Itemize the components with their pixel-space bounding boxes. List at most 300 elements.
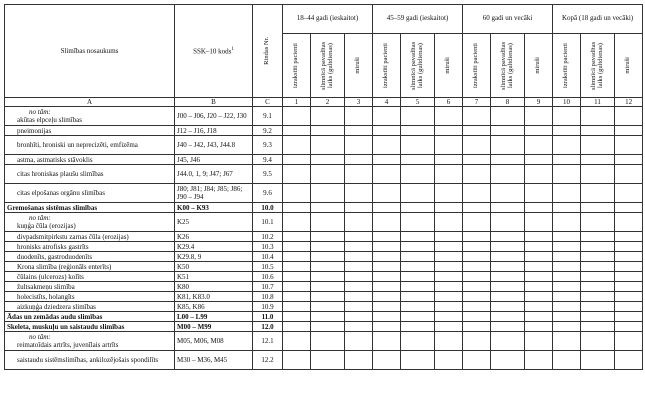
- data-entry-cell[interactable]: [525, 292, 553, 302]
- data-entry-cell[interactable]: [435, 184, 463, 203]
- data-entry-cell[interactable]: [283, 136, 311, 155]
- data-entry-cell[interactable]: [463, 184, 491, 203]
- data-entry-cell[interactable]: [491, 292, 525, 302]
- data-entry-cell[interactable]: [435, 351, 463, 370]
- data-entry-cell[interactable]: [581, 322, 615, 332]
- data-entry-cell[interactable]: [463, 242, 491, 252]
- data-entry-cell[interactable]: [435, 262, 463, 272]
- data-entry-cell[interactable]: [345, 213, 373, 232]
- data-entry-cell[interactable]: [283, 203, 311, 213]
- data-entry-cell[interactable]: [283, 302, 311, 312]
- data-entry-cell[interactable]: [491, 107, 525, 126]
- data-entry-cell[interactable]: [525, 136, 553, 155]
- disease-name: hronisks atrofisks gastrīts: [17, 242, 89, 251]
- data-entry-cell[interactable]: [435, 126, 463, 136]
- data-entry-cell[interactable]: [615, 332, 643, 351]
- data-entry-cell[interactable]: [435, 232, 463, 242]
- data-entry-cell[interactable]: [553, 322, 581, 332]
- data-entry-cell[interactable]: [615, 262, 643, 272]
- disease-name: reimatoīdais artrīts, juvenīlais artrīts: [17, 341, 119, 350]
- data-entry-cell[interactable]: [373, 136, 401, 155]
- data-entry-cell[interactable]: [345, 126, 373, 136]
- data-entry-cell[interactable]: [581, 302, 615, 312]
- data-entry-cell[interactable]: [581, 282, 615, 292]
- data-entry-cell[interactable]: [525, 165, 553, 184]
- data-entry-cell[interactable]: [311, 322, 345, 332]
- data-entry-cell[interactable]: [525, 184, 553, 203]
- table-row: [5, 282, 643, 292]
- data-entry-cell[interactable]: [345, 242, 373, 252]
- row-number-cell: 10.2: [253, 232, 283, 242]
- table-row: [5, 155, 643, 165]
- data-entry-cell[interactable]: [373, 332, 401, 351]
- data-entry-cell[interactable]: [311, 332, 345, 351]
- data-entry-cell[interactable]: [463, 332, 491, 351]
- data-entry-cell[interactable]: [311, 312, 345, 322]
- data-entry-cell[interactable]: [345, 136, 373, 155]
- data-entry-cell[interactable]: [525, 107, 553, 126]
- data-entry-cell[interactable]: [491, 252, 525, 262]
- group-header-60-plus: 60 gadi un vecāki: [463, 5, 553, 34]
- data-entry-cell[interactable]: [311, 242, 345, 252]
- data-entry-cell[interactable]: [283, 351, 311, 370]
- data-entry-cell[interactable]: [435, 165, 463, 184]
- data-entry-cell[interactable]: [283, 322, 311, 332]
- data-entry-cell[interactable]: [463, 262, 491, 272]
- column-letter: B: [175, 98, 253, 107]
- data-entry-cell[interactable]: [581, 203, 615, 213]
- data-entry-cell[interactable]: [283, 165, 311, 184]
- data-entry-cell[interactable]: [581, 252, 615, 262]
- data-entry-cell[interactable]: [463, 232, 491, 242]
- data-entry-cell[interactable]: [435, 155, 463, 165]
- disease-name: pneimonijas: [17, 126, 52, 135]
- row-number-cell: 9.5: [253, 165, 283, 184]
- data-entry-cell[interactable]: [553, 351, 581, 370]
- data-entry-cell[interactable]: [345, 272, 373, 282]
- data-entry-cell[interactable]: [581, 184, 615, 203]
- data-entry-cell[interactable]: [581, 155, 615, 165]
- data-entry-cell[interactable]: [525, 262, 553, 272]
- data-entry-cell[interactable]: [373, 213, 401, 232]
- data-entry-cell[interactable]: [553, 302, 581, 312]
- data-entry-cell[interactable]: [615, 322, 643, 332]
- data-entry-cell[interactable]: [311, 262, 345, 272]
- row-number-cell: 10.9: [253, 302, 283, 312]
- data-entry-cell[interactable]: [435, 302, 463, 312]
- data-entry-cell[interactable]: [553, 272, 581, 282]
- data-entry-cell[interactable]: [283, 282, 311, 292]
- disease-name-cell: [5, 332, 175, 351]
- data-entry-cell[interactable]: [553, 126, 581, 136]
- data-entry-cell[interactable]: [615, 184, 643, 203]
- icd-code-cell: M05, M06, M08: [175, 332, 253, 351]
- data-entry-cell[interactable]: [463, 252, 491, 262]
- data-entry-cell[interactable]: [463, 165, 491, 184]
- data-entry-cell[interactable]: [373, 282, 401, 292]
- data-entry-cell[interactable]: [283, 155, 311, 165]
- data-entry-cell[interactable]: [581, 136, 615, 155]
- data-entry-cell[interactable]: [491, 242, 525, 252]
- data-entry-cell[interactable]: [311, 184, 345, 203]
- data-entry-cell[interactable]: [283, 312, 311, 322]
- row-number-cell: 9.1: [253, 107, 283, 126]
- data-entry-cell[interactable]: [283, 272, 311, 282]
- data-entry-cell[interactable]: [491, 126, 525, 136]
- statistics-form: [4, 4, 643, 370]
- data-entry-cell[interactable]: [525, 272, 553, 282]
- data-entry-cell[interactable]: [401, 126, 435, 136]
- column-number: 2: [311, 98, 345, 107]
- data-entry-cell[interactable]: [311, 302, 345, 312]
- data-entry-cell[interactable]: [581, 165, 615, 184]
- data-entry-cell[interactable]: [345, 107, 373, 126]
- data-entry-cell[interactable]: [401, 252, 435, 262]
- data-entry-cell[interactable]: [401, 302, 435, 312]
- row-number-cell: 9.6: [253, 184, 283, 203]
- data-entry-cell[interactable]: [553, 232, 581, 242]
- data-entry-cell[interactable]: [401, 232, 435, 242]
- data-entry-cell[interactable]: [553, 252, 581, 262]
- data-entry-cell[interactable]: [615, 136, 643, 155]
- data-entry-cell[interactable]: [345, 252, 373, 262]
- data-entry-cell[interactable]: [525, 312, 553, 322]
- data-entry-cell[interactable]: [463, 155, 491, 165]
- data-entry-cell[interactable]: [401, 184, 435, 203]
- data-entry-cell[interactable]: [283, 213, 311, 232]
- data-entry-cell[interactable]: [463, 213, 491, 232]
- data-entry-cell[interactable]: [491, 322, 525, 332]
- data-entry-cell[interactable]: [283, 252, 311, 262]
- data-entry-cell[interactable]: [553, 242, 581, 252]
- disease-name-cell: [5, 126, 175, 136]
- data-entry-cell[interactable]: [463, 107, 491, 126]
- data-entry-cell[interactable]: [401, 332, 435, 351]
- icd-code-cell: K50: [175, 262, 253, 272]
- data-entry-cell[interactable]: [553, 165, 581, 184]
- data-entry-cell[interactable]: [311, 292, 345, 302]
- table-row: [5, 242, 643, 252]
- data-entry-cell[interactable]: [311, 213, 345, 232]
- data-entry-cell[interactable]: [311, 232, 345, 242]
- table-row: [5, 184, 643, 203]
- table-row: [5, 107, 643, 126]
- data-entry-cell[interactable]: [581, 351, 615, 370]
- data-entry-cell[interactable]: [615, 272, 643, 282]
- data-entry-cell[interactable]: [463, 312, 491, 322]
- disease-name-cell: [5, 107, 175, 126]
- data-entry-cell[interactable]: [401, 155, 435, 165]
- data-entry-cell[interactable]: [581, 232, 615, 242]
- data-entry-cell[interactable]: [373, 262, 401, 272]
- data-entry-cell[interactable]: [615, 232, 643, 242]
- data-entry-cell[interactable]: [345, 262, 373, 272]
- data-entry-cell[interactable]: [345, 312, 373, 322]
- data-entry-cell[interactable]: [615, 302, 643, 312]
- data-entry-cell[interactable]: [373, 242, 401, 252]
- data-entry-cell[interactable]: [283, 232, 311, 242]
- data-entry-cell[interactable]: [401, 213, 435, 232]
- data-entry-cell[interactable]: [491, 136, 525, 155]
- data-entry-cell[interactable]: [553, 282, 581, 292]
- data-entry-cell[interactable]: [311, 203, 345, 213]
- data-entry-cell[interactable]: [435, 252, 463, 262]
- data-entry-cell[interactable]: [373, 165, 401, 184]
- data-entry-cell[interactable]: [435, 292, 463, 302]
- data-entry-cell[interactable]: [345, 322, 373, 332]
- data-entry-cell[interactable]: [373, 302, 401, 312]
- data-entry-cell[interactable]: [463, 302, 491, 312]
- data-entry-cell[interactable]: [373, 322, 401, 332]
- data-entry-cell[interactable]: [283, 126, 311, 136]
- data-entry-cell[interactable]: [553, 203, 581, 213]
- data-entry-cell[interactable]: [525, 213, 553, 232]
- data-entry-cell[interactable]: [553, 107, 581, 126]
- column-header-icd-code: SSK–10 kods$^1$: [175, 5, 253, 98]
- data-entry-cell[interactable]: [345, 351, 373, 370]
- disease-name-cell: [5, 213, 175, 232]
- table-body: [5, 107, 643, 370]
- data-entry-cell[interactable]: [553, 332, 581, 351]
- data-entry-cell[interactable]: [311, 126, 345, 136]
- disease-name-cell: [5, 242, 175, 252]
- data-entry-cell[interactable]: [581, 107, 615, 126]
- data-entry-cell[interactable]: [463, 282, 491, 292]
- data-entry-cell[interactable]: [581, 262, 615, 272]
- data-entry-cell[interactable]: [525, 252, 553, 262]
- data-entry-cell[interactable]: [283, 292, 311, 302]
- data-entry-cell[interactable]: [401, 272, 435, 282]
- data-entry-cell[interactable]: [435, 312, 463, 322]
- row-number-cell: 10.8: [253, 292, 283, 302]
- data-entry-cell[interactable]: [525, 322, 553, 332]
- data-entry-cell[interactable]: [311, 272, 345, 282]
- data-entry-cell[interactable]: [615, 242, 643, 252]
- data-entry-cell[interactable]: [283, 107, 311, 126]
- data-entry-cell[interactable]: [581, 272, 615, 282]
- data-entry-cell[interactable]: [463, 136, 491, 155]
- data-entry-cell[interactable]: [553, 312, 581, 322]
- data-entry-cell[interactable]: [581, 242, 615, 252]
- data-entry-cell[interactable]: [345, 282, 373, 292]
- of-which-label: no tām:: [29, 108, 51, 116]
- subheader-45-59-deceased: miruši: [435, 34, 463, 98]
- data-entry-cell[interactable]: [553, 184, 581, 203]
- data-entry-cell[interactable]: [525, 332, 553, 351]
- data-entry-cell[interactable]: [491, 262, 525, 272]
- data-entry-cell[interactable]: [491, 232, 525, 242]
- data-entry-cell[interactable]: [401, 203, 435, 213]
- data-entry-cell[interactable]: [345, 203, 373, 213]
- data-entry-cell[interactable]: [581, 126, 615, 136]
- data-entry-cell[interactable]: [615, 107, 643, 126]
- data-entry-cell[interactable]: [615, 126, 643, 136]
- data-entry-cell[interactable]: [491, 332, 525, 351]
- data-entry-cell[interactable]: [311, 155, 345, 165]
- data-entry-cell[interactable]: [373, 252, 401, 262]
- data-entry-cell[interactable]: [373, 351, 401, 370]
- data-entry-cell[interactable]: [401, 312, 435, 322]
- data-entry-cell[interactable]: [463, 351, 491, 370]
- icd-code-cell: K51: [175, 272, 253, 282]
- data-entry-cell[interactable]: [615, 351, 643, 370]
- data-entry-cell[interactable]: [491, 272, 525, 282]
- icd-code-cell: J40 – J42, J43, J44.8: [175, 136, 253, 155]
- data-entry-cell[interactable]: [491, 282, 525, 292]
- data-entry-cell[interactable]: [491, 351, 525, 370]
- data-entry-cell[interactable]: [311, 351, 345, 370]
- data-entry-cell[interactable]: [283, 242, 311, 252]
- data-entry-cell[interactable]: [373, 232, 401, 242]
- data-entry-cell[interactable]: [345, 302, 373, 312]
- data-entry-cell[interactable]: [463, 292, 491, 302]
- data-entry-cell[interactable]: [345, 232, 373, 242]
- subheader-total-deceased: miruši: [615, 34, 643, 98]
- data-entry-cell[interactable]: [491, 312, 525, 322]
- data-entry-cell[interactable]: [525, 351, 553, 370]
- data-entry-cell[interactable]: [373, 292, 401, 302]
- data-entry-cell[interactable]: [491, 203, 525, 213]
- data-entry-cell[interactable]: [283, 262, 311, 272]
- data-entry-cell[interactable]: [311, 252, 345, 262]
- of-which-label: no tām:: [29, 214, 51, 222]
- data-entry-cell[interactable]: [553, 155, 581, 165]
- table-row-main-category: [5, 203, 643, 213]
- data-entry-cell[interactable]: [615, 312, 643, 322]
- column-number: 6: [435, 98, 463, 107]
- data-entry-cell[interactable]: [401, 136, 435, 155]
- data-entry-cell[interactable]: [345, 155, 373, 165]
- row-number-cell: 10.7: [253, 282, 283, 292]
- data-entry-cell[interactable]: [581, 312, 615, 322]
- data-entry-cell[interactable]: [435, 203, 463, 213]
- data-entry-cell[interactable]: [491, 213, 525, 232]
- data-entry-cell[interactable]: [615, 282, 643, 292]
- data-entry-cell[interactable]: [435, 107, 463, 126]
- data-entry-cell[interactable]: [525, 302, 553, 312]
- data-entry-cell[interactable]: [491, 184, 525, 203]
- subheader-18-44-deceased: miruši: [345, 34, 373, 98]
- data-entry-cell[interactable]: [345, 292, 373, 302]
- column-number: 10: [553, 98, 581, 107]
- data-entry-cell[interactable]: [401, 292, 435, 302]
- subheader-18-44-discharged: izrakstīti pacienti: [283, 34, 311, 98]
- row-number-cell: 11.0: [253, 312, 283, 322]
- data-entry-cell[interactable]: [435, 136, 463, 155]
- data-entry-cell[interactable]: [311, 165, 345, 184]
- subheader-60-plus-discharged: izrakstīti pacienti: [463, 34, 491, 98]
- subheader-45-59-discharged: izrakstīti pacienti: [373, 34, 401, 98]
- data-entry-cell[interactable]: [345, 184, 373, 203]
- column-number: 5: [401, 98, 435, 107]
- data-entry-cell[interactable]: [345, 165, 373, 184]
- data-entry-cell[interactable]: [525, 242, 553, 252]
- column-number: 9: [525, 98, 553, 107]
- data-entry-cell[interactable]: [435, 332, 463, 351]
- icd-code-cell: J00 – J06, J20 – J22, J30: [175, 107, 253, 126]
- data-entry-cell[interactable]: [283, 184, 311, 203]
- data-entry-cell[interactable]: [311, 107, 345, 126]
- data-entry-cell[interactable]: [491, 165, 525, 184]
- data-entry-cell[interactable]: [401, 282, 435, 292]
- data-entry-cell[interactable]: [283, 332, 311, 351]
- data-entry-cell[interactable]: [581, 332, 615, 351]
- data-entry-cell[interactable]: [553, 262, 581, 272]
- data-entry-cell[interactable]: [401, 242, 435, 252]
- data-entry-cell[interactable]: [435, 322, 463, 332]
- data-entry-cell[interactable]: [401, 262, 435, 272]
- data-entry-cell[interactable]: [373, 312, 401, 322]
- data-entry-cell[interactable]: [401, 165, 435, 184]
- data-entry-cell[interactable]: [525, 203, 553, 213]
- icd-code-cell: K29.8, 9: [175, 252, 253, 262]
- data-entry-cell[interactable]: [615, 292, 643, 302]
- data-entry-cell[interactable]: [553, 136, 581, 155]
- data-entry-cell[interactable]: [615, 165, 643, 184]
- data-entry-cell[interactable]: [435, 242, 463, 252]
- data-entry-cell[interactable]: [373, 155, 401, 165]
- table-row: [5, 351, 643, 370]
- data-entry-cell[interactable]: [401, 351, 435, 370]
- data-entry-cell[interactable]: [435, 272, 463, 282]
- icd-code-cell: J45, J46: [175, 155, 253, 165]
- data-entry-cell[interactable]: [311, 282, 345, 292]
- table-row: [5, 262, 643, 272]
- data-entry-cell[interactable]: [525, 126, 553, 136]
- data-entry-cell[interactable]: [615, 155, 643, 165]
- data-entry-cell[interactable]: [435, 282, 463, 292]
- data-entry-cell[interactable]: [491, 155, 525, 165]
- data-entry-cell[interactable]: [581, 292, 615, 302]
- data-entry-cell[interactable]: [463, 322, 491, 332]
- data-entry-cell[interactable]: [581, 213, 615, 232]
- data-entry-cell[interactable]: [373, 184, 401, 203]
- data-entry-cell[interactable]: [373, 203, 401, 213]
- disease-name-cell: [5, 322, 175, 332]
- data-entry-cell[interactable]: [373, 126, 401, 136]
- data-entry-cell[interactable]: [373, 107, 401, 126]
- icd-code-cell: M00 – M99: [175, 322, 253, 332]
- data-entry-cell[interactable]: [525, 155, 553, 165]
- data-entry-cell[interactable]: [553, 213, 581, 232]
- disease-name: kuņģa čūla (erozijas): [17, 222, 76, 231]
- data-entry-cell[interactable]: [401, 322, 435, 332]
- data-entry-cell[interactable]: [615, 213, 643, 232]
- disease-name-cell: [5, 203, 175, 213]
- data-entry-cell[interactable]: [491, 302, 525, 312]
- data-entry-cell[interactable]: [373, 272, 401, 282]
- data-entry-cell[interactable]: [401, 107, 435, 126]
- column-number: 12: [615, 98, 643, 107]
- data-entry-cell[interactable]: [525, 282, 553, 292]
- data-entry-cell[interactable]: [463, 272, 491, 282]
- data-entry-cell[interactable]: [463, 126, 491, 136]
- data-entry-cell[interactable]: [345, 332, 373, 351]
- data-entry-cell[interactable]: [311, 136, 345, 155]
- footnote-marker: 1: [231, 46, 234, 52]
- disease-name: akūtas elpceļu slimības: [17, 116, 82, 125]
- data-entry-cell[interactable]: [615, 203, 643, 213]
- of-which-label: no tām:: [29, 333, 51, 341]
- table-row: [5, 232, 643, 242]
- data-entry-cell[interactable]: [525, 232, 553, 242]
- data-entry-cell[interactable]: [435, 213, 463, 232]
- icd-code-cell: J80; J81; J84; J85; J86; J90 – J94: [175, 184, 253, 203]
- data-entry-cell[interactable]: [463, 203, 491, 213]
- data-entry-cell[interactable]: [615, 252, 643, 262]
- table-row: [5, 272, 643, 282]
- data-entry-cell[interactable]: [553, 292, 581, 302]
